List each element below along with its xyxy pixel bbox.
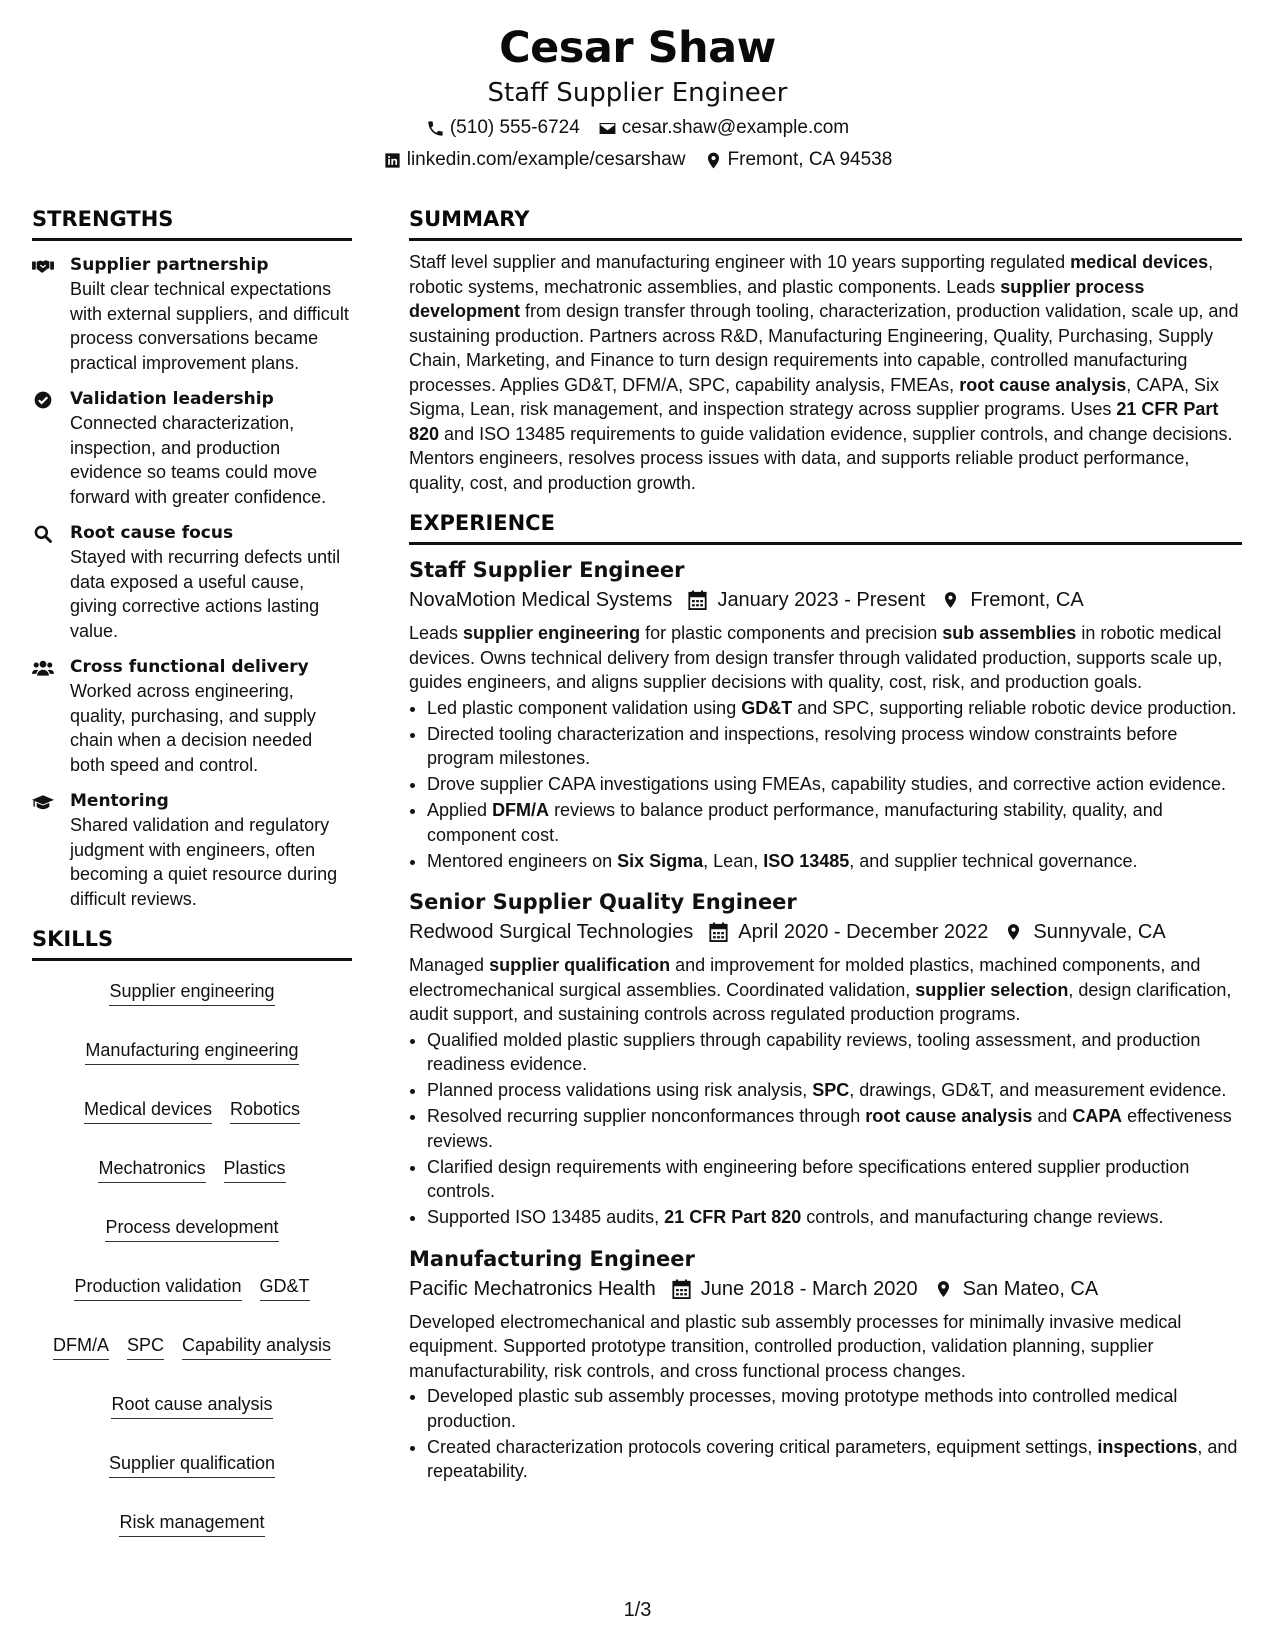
strength-body bbox=[70, 387, 352, 509]
emphasis-text: Six Sigma bbox=[617, 850, 704, 871]
skill-tag: GD&T bbox=[260, 1274, 310, 1301]
experience-heading: EXPERIENCE bbox=[409, 509, 1242, 545]
strength-description: Worked across engineering, quality, purchasing, and supply chain when a decision needed both speed and control. bbox=[70, 681, 316, 775]
skill-tag: Manufacturing engineering bbox=[85, 1038, 298, 1065]
job-dates: April 2020 - December 2022 bbox=[738, 921, 989, 943]
emphasis-text: root cause analysis bbox=[959, 374, 1127, 395]
job-entry bbox=[409, 555, 1242, 873]
job-bullet bbox=[427, 1104, 1242, 1153]
emphasis-text: supplier process development bbox=[409, 276, 1145, 321]
text-run: and improvement for molded plastics, machined components, and electromechanical surgical assemblies. Coordinated validation, bbox=[409, 955, 1201, 1000]
company-name: Redwood Surgical Technologies bbox=[409, 921, 694, 943]
strength-title: Root cause focus bbox=[70, 523, 234, 543]
emphasis-text: supplier qualification bbox=[489, 955, 671, 975]
strength-item bbox=[32, 387, 352, 509]
text-run: , and supplier technical governance. bbox=[849, 850, 1138, 871]
job-bullet bbox=[427, 722, 1242, 771]
job-title: Staff Supplier Engineer bbox=[409, 558, 685, 582]
email-contact[interactable] bbox=[598, 116, 849, 140]
text-run: and bbox=[1032, 1106, 1073, 1126]
emphasis-text: supplier engineering bbox=[463, 623, 641, 643]
text-run: Applied bbox=[427, 800, 493, 820]
summary-heading: SUMMARY bbox=[409, 205, 1242, 241]
text-run: from design transfer through tooling, characterization, production validation, scale up, and sustaining production. Partners across R&D, Manufacturing Engineering, Quality, Purchasing, Supply Chain, Marketing, and Finance to turn design requirements into capable, controlled manufacturing processes. Applies GD&T, DFM/A, SPC, capability analysis, FMEAs, bbox=[409, 301, 1239, 395]
text-run: Developed plastic sub assembly processes, moving prototype methods into controlled medical production. bbox=[427, 1386, 1178, 1431]
linkedin-text: linkedin.com/example/cesarshaw bbox=[406, 149, 686, 170]
job-bullets bbox=[409, 1384, 1242, 1484]
text-run: Leads bbox=[409, 623, 464, 643]
job-bullet bbox=[427, 1384, 1242, 1433]
text-run: in robotic medical devices. Owns technical delivery from design transfer through validated production, supports scale up, guides engineers, and aligns supplier decisions with quality, cost, risk, and production goals. bbox=[409, 623, 1223, 692]
contact-row-1 bbox=[0, 116, 1275, 140]
phone-contact bbox=[426, 116, 580, 140]
job-bullet bbox=[427, 1435, 1242, 1484]
check-circle-icon bbox=[32, 387, 70, 509]
job-bullets bbox=[409, 696, 1242, 874]
strength-title: Mentoring bbox=[70, 791, 169, 811]
text-run: and SPC, supporting reliable robotic device production. bbox=[792, 697, 1237, 718]
company-name: NovaMotion Medical Systems bbox=[409, 589, 673, 611]
graduation-cap-icon bbox=[32, 789, 70, 911]
job-location: Fremont, CA bbox=[970, 589, 1084, 611]
calendar-icon bbox=[672, 1279, 691, 1299]
strengths-heading: STRENGTHS bbox=[32, 205, 352, 241]
job-bullet bbox=[427, 1155, 1242, 1204]
envelope-icon bbox=[598, 119, 617, 138]
emphasis-text: supplier selection bbox=[915, 979, 1069, 1000]
strength-description: Connected characterization, inspection, and production evidence so teams could move forward with greater confidence. bbox=[70, 413, 327, 507]
job-bullet bbox=[427, 1028, 1242, 1077]
strength-item bbox=[32, 789, 352, 911]
strength-title: Validation leadership bbox=[70, 389, 274, 409]
strength-item bbox=[32, 655, 352, 777]
emphasis-text: 21 CFR Part 820 bbox=[664, 1207, 802, 1227]
job-description bbox=[409, 953, 1242, 1027]
calendar-icon bbox=[688, 590, 707, 610]
jobs-list bbox=[409, 555, 1242, 1484]
emphasis-text: 21 CFR Part 820 bbox=[409, 399, 1219, 444]
strength-body bbox=[70, 521, 352, 643]
text-run: reviews to balance product performance, manufacturing stability, quality, and component cost. bbox=[427, 800, 1163, 845]
job-location: San Mateo, CA bbox=[962, 1277, 1099, 1300]
map-pin-icon bbox=[934, 1279, 953, 1299]
strength-item bbox=[32, 253, 352, 375]
handshake-icon bbox=[32, 253, 70, 375]
job-title: Manufacturing Engineer bbox=[409, 1246, 695, 1271]
strengths-list bbox=[32, 253, 352, 911]
job-entry bbox=[409, 1244, 1242, 1484]
text-run: , Lean, bbox=[703, 850, 764, 871]
job-dates: January 2023 - Present bbox=[717, 589, 926, 611]
strength-body bbox=[70, 655, 352, 777]
text-run: Planned process validations using risk analysis, bbox=[427, 1080, 813, 1100]
text-run: Supported ISO 13485 audits, bbox=[427, 1207, 665, 1227]
text-run: Directed tooling characterization and inspections, resolving process window constraints before program milestones. bbox=[427, 723, 1178, 768]
job-bullet bbox=[427, 849, 1242, 874]
strength-body bbox=[70, 253, 352, 375]
text-run: Clarified design requirements with engineering before specifications entered supplier production controls. bbox=[427, 1156, 1190, 1201]
users-icon bbox=[32, 655, 70, 777]
text-run: Developed electromechanical and plastic sub assembly processes for minimally invasive medical equipment. Supported prototype transition, controlled production, validation planning, supplier manufacturability, risk controls, and cross functional process changes. bbox=[409, 1311, 1182, 1381]
job-meta bbox=[409, 917, 1242, 947]
location-text: Fremont, CA 94538 bbox=[727, 149, 893, 170]
phone-icon bbox=[426, 119, 445, 138]
linkedin-icon bbox=[383, 151, 402, 170]
text-run: and ISO 13485 requirements to guide validation evidence, supplier controls, and change decisions. Mentors engineers, resolves process issues with data, and supports reliable product performance, quality, cost, and production growth. bbox=[409, 423, 1233, 493]
text-run: Qualified molded plastic suppliers through capability reviews, tooling assessment, and production readiness evidence. bbox=[427, 1029, 1201, 1074]
skills-section bbox=[32, 925, 352, 1537]
text-run: Staff level supplier and manufacturing engineer with 10 years supporting regulated bbox=[409, 252, 1071, 272]
strength-body bbox=[70, 789, 352, 911]
company-name: Pacific Mechatronics Health bbox=[409, 1277, 656, 1300]
job-bullet bbox=[427, 772, 1242, 797]
text-run: , CAPA, Six Sigma, Lean, risk management, and inspection strategy across supplier programs. Uses bbox=[409, 374, 1219, 419]
text-run: , drawings, GD&T, and measurement evidence. bbox=[849, 1080, 1227, 1100]
skills-heading: SKILLS bbox=[32, 925, 352, 961]
email-text: cesar.shaw@example.com bbox=[621, 117, 850, 138]
text-run: Resolved recurring supplier nonconformances through bbox=[427, 1106, 866, 1126]
job-bullets bbox=[409, 1028, 1242, 1230]
right-column bbox=[409, 205, 1242, 1485]
skill-tag: Mechatronics bbox=[98, 1156, 205, 1183]
text-run: Led plastic component validation using bbox=[427, 697, 742, 718]
experience-section bbox=[409, 509, 1242, 1484]
job-entry bbox=[409, 887, 1242, 1230]
emphasis-text: inspections bbox=[1097, 1436, 1198, 1457]
skill-tag: Risk management bbox=[119, 1510, 264, 1537]
phone-text: (510) 555-6724 bbox=[449, 117, 580, 138]
job-dates: June 2018 - March 2020 bbox=[700, 1277, 918, 1300]
search-icon bbox=[32, 521, 70, 643]
contact-row-2 bbox=[0, 148, 1275, 172]
job-description bbox=[409, 1310, 1242, 1384]
text-run: for plastic components and precision bbox=[640, 623, 943, 643]
location-contact bbox=[704, 148, 893, 172]
job-bullet bbox=[427, 696, 1242, 721]
text-run: Mentored engineers on bbox=[427, 850, 618, 871]
text-run: , design clarification, audit support, and sustaining controls across regulated production programs. bbox=[409, 979, 1232, 1024]
strength-title: Cross functional delivery bbox=[70, 657, 309, 677]
map-pin-icon bbox=[704, 151, 723, 170]
candidate-title: Staff Supplier Engineer bbox=[487, 78, 788, 108]
text-run: , robotic systems, mechatronic assemblies, and plastic components. Leads bbox=[409, 252, 1214, 297]
emphasis-text: GD&T bbox=[741, 697, 793, 718]
strength-description: Stayed with recurring defects until data exposed a useful cause, giving corrective actions lasting value. bbox=[70, 547, 341, 641]
emphasis-text: root cause analysis bbox=[865, 1106, 1033, 1126]
text-run: effectiveness reviews. bbox=[427, 1106, 1232, 1151]
skill-tag: Supplier engineering bbox=[109, 979, 274, 1006]
linkedin-contact[interactable] bbox=[383, 148, 686, 172]
skill-tag: Medical devices bbox=[84, 1097, 212, 1124]
skill-tag: Capability analysis bbox=[182, 1333, 331, 1360]
text-run: controls, and manufacturing change reviews. bbox=[801, 1207, 1164, 1227]
job-title: Senior Supplier Quality Engineer bbox=[409, 890, 797, 914]
text-run: , and repeatability. bbox=[427, 1436, 1238, 1481]
job-bullet bbox=[427, 798, 1242, 847]
skill-tag: DFM/A bbox=[53, 1333, 109, 1360]
map-pin-icon bbox=[941, 590, 960, 610]
summary-text bbox=[409, 250, 1242, 495]
resume-header bbox=[0, 20, 1275, 172]
emphasis-text: SPC bbox=[812, 1080, 850, 1100]
skill-tag: SPC bbox=[127, 1333, 164, 1360]
map-pin-icon bbox=[1004, 922, 1023, 942]
job-bullet bbox=[427, 1078, 1242, 1103]
emphasis-text: CAPA bbox=[1072, 1106, 1123, 1126]
skill-tag: Plastics bbox=[224, 1156, 286, 1183]
skill-tag: Production validation bbox=[74, 1274, 241, 1301]
strength-title: Supplier partnership bbox=[70, 255, 269, 275]
text-run: Drove supplier CAPA investigations using FMEAs, capability studies, and corrective action evidence. bbox=[427, 774, 1227, 794]
strength-description: Shared validation and regulatory judgment with engineers, often becoming a quiet resource during difficult reviews. bbox=[70, 815, 338, 909]
candidate-name: Cesar Shaw bbox=[499, 23, 776, 73]
job-meta bbox=[409, 1274, 1242, 1304]
text-run: Managed bbox=[409, 955, 490, 975]
strength-description: Built clear technical expectations with external suppliers, and difficult process conversations became practical improvement plans. bbox=[70, 279, 349, 373]
strength-item bbox=[32, 521, 352, 643]
emphasis-text: sub assemblies bbox=[942, 623, 1077, 643]
emphasis-text: medical devices bbox=[1070, 252, 1209, 272]
job-bullet bbox=[427, 1205, 1242, 1230]
left-column bbox=[32, 205, 352, 1537]
skill-tag: Process development bbox=[105, 1215, 278, 1242]
skill-tag: Supplier qualification bbox=[109, 1451, 275, 1478]
job-description bbox=[409, 621, 1242, 695]
job-meta bbox=[409, 585, 1242, 615]
emphasis-text: ISO 13485 bbox=[763, 850, 850, 871]
emphasis-text: DFM/A bbox=[492, 800, 550, 820]
skill-tag: Root cause analysis bbox=[111, 1392, 272, 1419]
page-number: 1/3 bbox=[623, 1599, 652, 1621]
job-location: Sunnyvale, CA bbox=[1033, 921, 1166, 943]
skill-tag: Robotics bbox=[230, 1097, 300, 1124]
skills-list bbox=[32, 979, 352, 1537]
text-run: Created characterization protocols covering critical parameters, equipment settings, bbox=[427, 1436, 1098, 1457]
calendar-icon bbox=[709, 922, 728, 942]
